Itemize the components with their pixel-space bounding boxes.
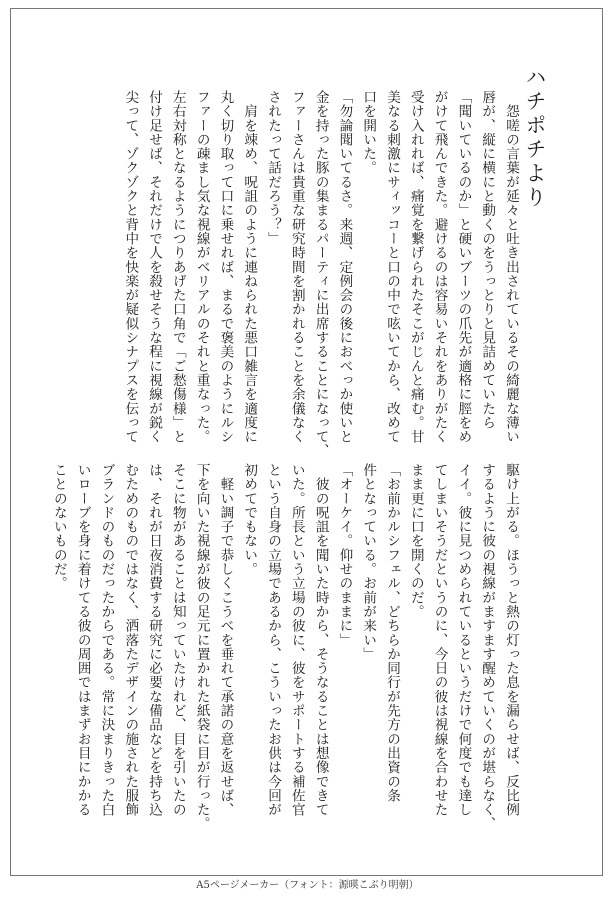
text-column: てしまいそうだというのに、今日の彼は視線を合わせた [431,463,448,817]
text-column: 尖って、ゾクゾクと背中を快楽が疑似シナプスを伝って [122,90,139,444]
text-column: 受け入れれば、痛覚を繋げられたそこがじんと痛む。甘 [407,90,424,444]
text-column: 駆け上がる。ほうっと熱の灯った息を漏らせば、反比例 [503,463,519,817]
text-column: 下を向いた視線が彼の足元に置かれた紙袋に目が行った。 [193,463,210,831]
text-column: 口を開いた。 [360,90,377,175]
text-column: まま更に口を開くのだ。 [407,463,424,619]
text-column: 初めてでもない。 [241,463,258,577]
text-column: イイ。彼に見つめられているというだけで何度でも達し [455,463,472,817]
text-column: ブランドのものだったからである。常に決まりきった白 [98,463,115,817]
text-column: 軽い調子で恭しくこうべを垂れて承諾の意を返せば、 [217,463,234,817]
text-column: するように彼の視線がますます醒めていくのが堪らなく、 [479,463,496,831]
text-column: ことのないものだ。 [50,463,67,591]
text-column: 件となっている。お前が来い」 [360,463,377,662]
text-column: そこに物があることは知っていたけれど、目を引いたの [169,463,186,817]
text-column: 彼の呪詛を聞いた時から、そうなることは想像できて [312,463,329,817]
text-column: 「お前かルシフェル、どちらか同行が先方の出資の条 [384,463,401,803]
text-column: がけて飛んできた。避けるのは容易いそれをありがたく [431,90,448,444]
text-column: いた。所長という立場の彼に、彼をサポートする補佐官 [288,463,305,817]
text-block-top [117,90,522,458]
text-column: ファーの疎まし気な視線がベリアルのそれと重なった。 [193,90,210,444]
text-column: 丸く切り取って口に乗せれば、まるで褒美のようにルシ [217,90,234,444]
page-title: ハチポチより [523,66,547,210]
text-column: は、それが日夜消費する研究に必要な備品などを持ち込 [146,463,163,817]
text-column: 「勿論聞いてるさ。来週、定例会の後におべっか使いと [336,90,353,444]
text-column: という自身の立場であるから、こういったお供は今回が [265,463,282,817]
text-column: いローブを身に着けてる彼の周囲ではまずお目にかかる [74,463,91,817]
text-column: 左右対称となるようにつりあげた口角で「ご愁傷様」と [169,90,186,444]
text-column: 美なる刺激にサィッコーと口の中で呟いてから、改めて [384,90,401,444]
text-column: 「聞いているのか」と硬いブーツの爪先が適格に脛をめ [455,90,472,444]
text-column: 金を持った豚の集まるパーティに出席することになって、 [312,90,329,458]
text-column: 「オーケイ。仰せのままに」 [336,463,353,647]
text-column: 怨嗟の言葉が延々と吐き出されているその綺麗な薄い [503,90,519,444]
text-column: むためのものではなく、洒落たデザインの施された服飾 [122,463,139,817]
text-column: ファーさんは貴重な研究時間を割かれることを余儀なく [288,90,305,444]
footer-credit: A5ページメーカー（フォント：源暎こぶり明朝） [196,880,419,891]
text-column: 付け足せば、それだけで人を殺せそうな程に視線が鋭く [146,90,163,444]
text-block-bottom [46,463,522,831]
text-column: 肩を竦め、呪詛のように連ねられた悪口雑言を適度に [241,90,258,444]
text-column: されたって話だろう？」 [265,90,282,246]
text-column: 唇が、縦に横にと動くのをうっとりと見詰めていたら [479,90,496,430]
